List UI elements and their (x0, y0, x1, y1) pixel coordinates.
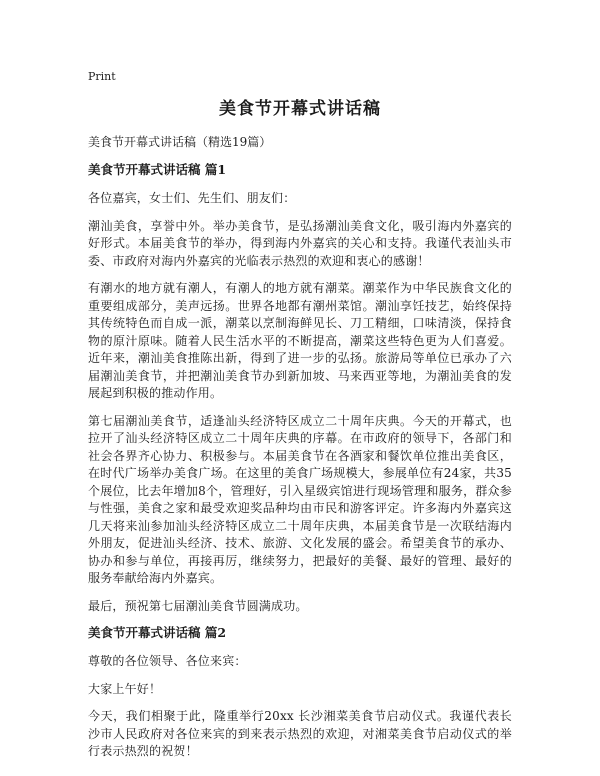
document-title: 美食节开幕式讲话稿 (219, 99, 381, 119)
section-2-heading: 美食节开幕式讲话稿 篇2 (88, 625, 227, 640)
section-1-paragraph-4: 第七届潮汕美食节，适逢汕头经济特区成立二十周年庆典。今天的开幕式，也拉开了汕头经济特区成立二十周年庆典的序幕。在市政府的领导下，各部门和社会各界齐心协力、积极参与。本届美食节在各酒家和餐饮单位推出美食区，在时代广场举办美食广场。在这里的美食广场规模大，参展单位有24家，共35个展位，比去年增加8个，管理好，引入星级宾馆进行现场管理和服务，群众参与性强，美食之家和最受欢迎奖品种均由市民和游客评定。许多海内外嘉宾这几天将来汕参加汕头经济特区成立二十周年庆典，本届美食节是一次联结海内外朋友，促进汕头经济、技术、旅游、文化发展的盛会。希望美食节的承办、协办和参与单位，再接再厉，继续努力，把最好的美餐、最好的管理、最好的服务奉献给海内外嘉宾。 (88, 413, 512, 585)
section-1-paragraph-1: 各位嘉宾，女士们、先生们、朋友们： (88, 191, 296, 205)
section-1-paragraph-3: 有潮水的地方就有潮人，有潮人的地方就有潮菜。潮菜作为中华民族食文化的重要组成部分，美声远扬。世界各地都有潮州菜馆。潮汕享饪技艺，始终保持其传统特色而自成一派，潮菜以烹制海鲜见长、刀工精细，口味清淡，保持食物的原汁原味。随着人民生活水平的不断提高，潮菜这些特色更为人们喜爱。近年来，潮汕美食推陈出新，得到了进一步的弘扬。旅游局等单位已承办了六届潮汕美食节，并把潮汕美食节办到新加坡、马来西亚等地，为潮汕美食的发展起到积极的推动作用。 (88, 281, 512, 400)
document-subtitle: 美食节开幕式讲话稿（精选19篇） (88, 135, 272, 149)
document-page (88, 70, 512, 771)
section-2-paragraph-3: 今天，我们相聚于此，隆重举行20xx 长沙湘菜美食节启动仪式。我谨代表长沙市人民政府对各位来宾的到来表示热烈的欢迎，对湘菜美食节启动仪式的举行表示热烈的祝贺！ (88, 709, 512, 758)
section-1-paragraph-5: 最后，预祝第七届潮汕美食节圆满成功。 (88, 598, 308, 613)
print-link[interactable]: Print (88, 70, 116, 83)
section-2-paragraph-1: 尊敬的各位领导、各位来宾： (88, 654, 247, 668)
section-1-paragraph-2: 潮汕美食，享誉中外。举办美食节，是弘扬潮汕美食文化，吸引海内外嘉宾的好形式。本届美食节的举办，得到海内外嘉宾的关心和支持。我谨代表汕头市委、市政府对海内外嘉宾的光临表示热烈的欢迎和衷心的感谢！ (88, 218, 512, 268)
section-2-paragraph-2: 大家上午好！ (88, 681, 162, 696)
section-1-heading: 美食节开幕式讲话稿 篇1 (88, 162, 227, 177)
